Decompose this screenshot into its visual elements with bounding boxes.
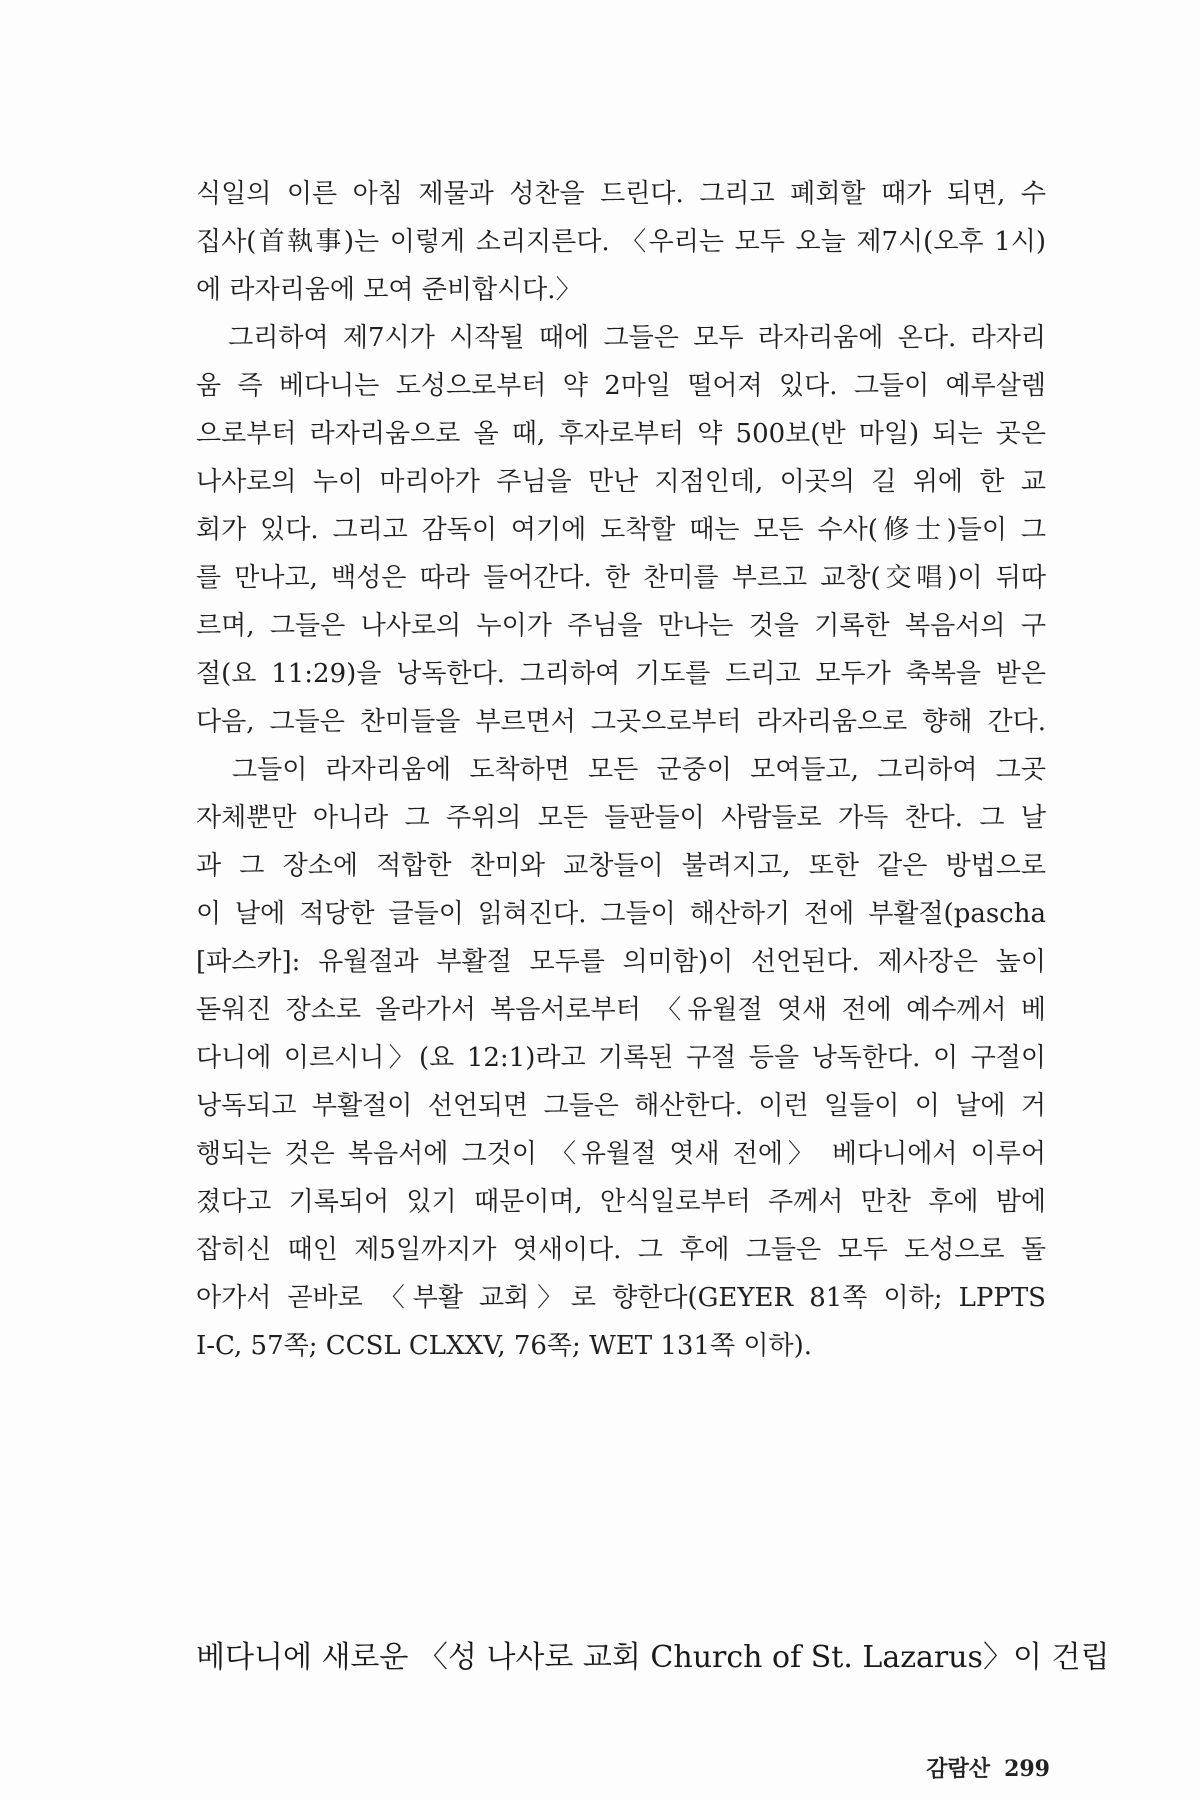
text-line: 회가 있다. 그리고 감독이 여기에 도착할 때는 모든 수사(修士)들이 그 xyxy=(196,515,1046,545)
text-line: 과 그 장소에 적합한 찬미와 교창들이 불려지고, 또한 같은 방법으로 xyxy=(196,851,1046,881)
paragraph-1 xyxy=(196,170,1046,314)
text-line: 그들이 라자리움에 도착하면 모든 군중이 모여들고, 그리하여 그곳 xyxy=(196,755,1046,785)
text-line: 잡히신 때인 제5일까지가 엿새이다. 그 후에 그들은 모두 도성으로 돌 xyxy=(196,1235,1046,1265)
text-line: 자체뿐만 아니라 그 주위의 모든 들판들이 사람들로 가득 찬다. 그 날 xyxy=(196,803,1046,833)
running-title: 감람산 xyxy=(926,1756,991,1782)
text-line: I-C, 57쪽; CCSL CLXXV, 76쪽; WET 131쪽 이하). xyxy=(196,1331,813,1361)
text-line: 다니에 이르시니〉(요 12:1)라고 기록된 구절 등을 낭독한다. 이 구절이 xyxy=(196,1043,1046,1073)
body-text xyxy=(196,170,1046,1370)
text-line: 이 날에 적당한 글들이 읽혀진다. 그들이 해산하기 전에 부활절(pascha xyxy=(196,899,1046,929)
paragraph-3 xyxy=(196,746,1046,1370)
text-line: 낭독되고 부활절이 선언되면 그들은 해산한다. 이런 일들이 이 날에 거 xyxy=(196,1091,1046,1121)
text-line: 절(요 11:29)을 낭독한다. 그리하여 기도를 드리고 모두가 축복을 받은 xyxy=(196,659,1046,689)
text-line: 으로부터 라자리움으로 올 때, 후자로부터 약 500보(반 마일) 되는 곳은 xyxy=(196,419,1046,449)
text-line: [파스카]: 유월절과 부활절 모두를 의미함)이 선언된다. 제사장은 높이 xyxy=(196,947,1046,977)
text-line: 식일의 이른 아침 제물과 성찬을 드린다. 그리고 폐회할 때가 되면, 수 xyxy=(196,179,1046,209)
page-number: 299 xyxy=(1004,1756,1050,1782)
text-line: 아가서 곧바로 〈부활 교회〉로 향한다(GEYER 81쪽 이하; LPPTS xyxy=(196,1283,1046,1313)
text-line: 행되는 것은 복음서에 그것이 〈유월절 엿새 전에〉 베다니에서 이루어 xyxy=(196,1139,1046,1169)
section-heading: 베다니에 새로운 〈성 나사로 교회 Church of St. Lazarus〉이 건립 xyxy=(196,1640,1110,1675)
text-line: 졌다고 기록되어 있기 때문이며, 안식일로부터 주께서 만찬 후에 밤에 xyxy=(196,1187,1046,1217)
text-line: 나사로의 누이 마리아가 주님을 만난 지점인데, 이곳의 길 위에 한 교 xyxy=(196,467,1046,497)
text-line: 르며, 그들은 나사로의 누이가 주님을 만나는 것을 기록한 복음서의 구 xyxy=(196,611,1046,641)
page-footer xyxy=(926,1752,1050,1783)
paragraph-2 xyxy=(196,314,1046,746)
text-line: 집사(首執事)는 이렇게 소리지른다. 〈우리는 모두 오늘 제7시(오후 1시) xyxy=(196,227,1046,257)
text-line: 움 즉 베다니는 도성으로부터 약 2마일 떨어져 있다. 그들이 예루살렘 xyxy=(196,371,1046,401)
text-line: 다음, 그들은 찬미들을 부르면서 그곳으로부터 라자리움으로 향해 간다. xyxy=(196,707,1046,737)
text-line: 돋워진 장소로 올라가서 복음서로부터 〈유월절 엿새 전에 예수께서 베 xyxy=(196,995,1046,1025)
text-line: 를 만나고, 백성은 따라 들어간다. 한 찬미를 부르고 교창(交唱)이 뒤따 xyxy=(196,563,1046,593)
text-line: 그리하여 제7시가 시작될 때에 그들은 모두 라자리움에 온다. 라자리 xyxy=(196,323,1046,353)
text-line: 에 라자리움에 모여 준비합시다.〉 xyxy=(196,275,582,305)
